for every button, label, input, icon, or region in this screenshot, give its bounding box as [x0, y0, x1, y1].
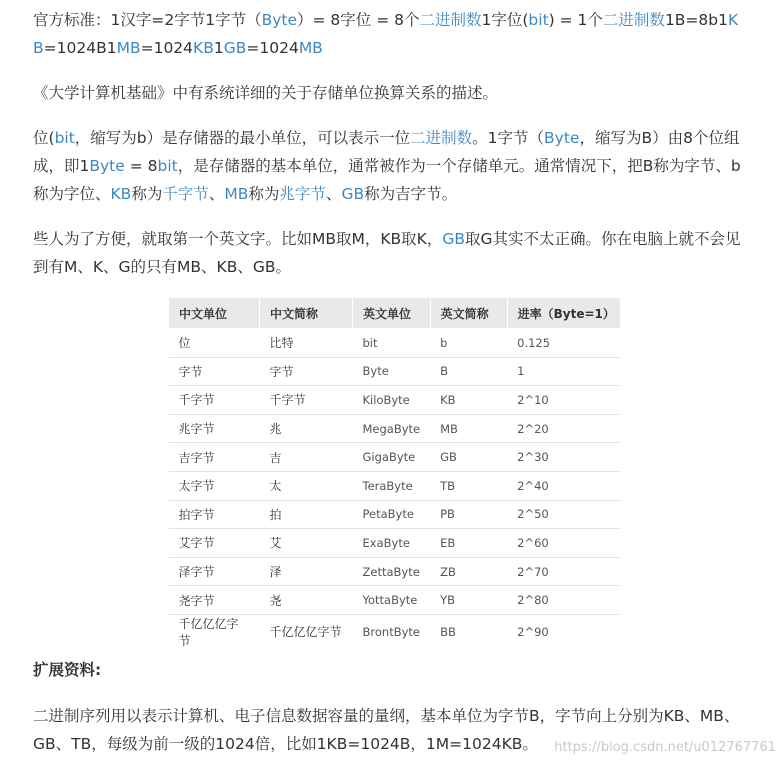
cell-rate: 1 — [507, 357, 620, 386]
cell-en-unit: BrontByte — [353, 614, 431, 649]
link-binary-number[interactable]: 二进制数 — [410, 129, 473, 147]
cell-en-short: ZB — [430, 557, 507, 586]
cell-rate: 2^10 — [507, 386, 620, 415]
link-binary-number[interactable]: 二进制数 — [419, 11, 482, 29]
link-megabyte[interactable]: 兆字节 — [279, 185, 326, 203]
cell-en-short: b — [430, 329, 507, 358]
cell-cn-unit: 尧字节 — [169, 586, 260, 615]
cell-en-unit: PetaByte — [353, 500, 431, 529]
link-gb[interactable]: GB — [442, 230, 466, 248]
cell-en-short: TB — [430, 471, 507, 500]
text-segment: ，缩写为b）是存储器的最小单位，可以表示一位 — [74, 129, 411, 147]
cell-rate: 2^80 — [507, 586, 620, 615]
text-segment: = 8 — [124, 157, 158, 175]
text-segment: =1024 — [140, 39, 194, 57]
cell-rate: 2^70 — [507, 557, 620, 586]
cell-en-unit: Byte — [353, 357, 431, 386]
cell-cn-unit: 千字节 — [169, 386, 260, 415]
table-row — [169, 586, 621, 615]
link-bit[interactable]: bit — [528, 11, 549, 29]
cell-cn-short: 比特 — [260, 329, 353, 358]
cell-rate: 2^50 — [507, 500, 620, 529]
cell-en-unit: MegaByte — [353, 414, 431, 443]
link-gb[interactable]: GB — [223, 39, 247, 57]
text-segment: 、 — [325, 185, 342, 203]
paragraph-abbreviations — [33, 225, 745, 281]
cell-rate: 2^60 — [507, 529, 620, 558]
link-mb[interactable]: MB — [224, 185, 249, 203]
header-cn-short: 中文简称 — [260, 298, 353, 329]
cell-en-short: MB — [430, 414, 507, 443]
text-segment: =1024B1 — [43, 39, 117, 57]
paragraph-book-reference: 《大学计算机基础》中有系统详细的关于存储单位换算关系的描述。 — [33, 84, 499, 102]
link-bit[interactable]: bit — [157, 157, 178, 175]
table-row — [169, 557, 621, 586]
cell-en-unit: ZettaByte — [353, 557, 431, 586]
table-header-row — [169, 298, 621, 329]
link-binary-number[interactable]: 二进制数 — [602, 11, 665, 29]
text-segment: =1024 — [246, 39, 299, 57]
link-mb[interactable]: MB — [298, 39, 323, 57]
cell-cn-unit: 太字节 — [169, 471, 260, 500]
text-segment: 1字位( — [481, 11, 529, 29]
cell-cn-short: 千字节 — [260, 386, 353, 415]
cell-cn-unit: 艾字节 — [169, 529, 260, 558]
csdn-watermark: https://blog.csdn.net/u012767761 — [554, 740, 776, 755]
text-segment: 位( — [33, 129, 55, 147]
cell-en-unit: ExaByte — [353, 529, 431, 558]
header-en-unit: 英文单位 — [353, 298, 431, 329]
table-row — [169, 414, 621, 443]
link-byte[interactable]: Byte — [544, 129, 580, 147]
cell-cn-short: 太 — [260, 471, 353, 500]
cell-cn-unit: 吉字节 — [169, 443, 260, 472]
cell-cn-short: 千亿亿亿字节 — [260, 614, 353, 649]
cell-rate: 2^20 — [507, 414, 620, 443]
link-byte[interactable]: Byte — [261, 11, 297, 29]
cell-rate: 0.125 — [507, 329, 620, 358]
storage-units-table — [168, 297, 621, 649]
cell-en-unit: bit — [353, 329, 431, 358]
text-segment: 、 — [208, 185, 225, 203]
text-segment: 官方标准：1汉字=2字节1字节（ — [33, 11, 262, 29]
text-segment: ，缩写为B）由8个位组成，即1 — [33, 129, 740, 175]
table-row — [169, 357, 621, 386]
table-row — [169, 614, 621, 649]
link-kb[interactable]: KB — [33, 11, 739, 57]
text-segment: ）= 8字位 = 8个 — [297, 11, 420, 29]
text-segment: 称为 — [248, 185, 280, 203]
cell-cn-unit: 泽字节 — [169, 557, 260, 586]
text-segment: 1 — [213, 39, 224, 57]
paragraph-binary-sequence: 二进制序列用以表示计算机、电子信息数据容量的量纲，基本单位为字节B，字节向上分别为KB、MB、GB、TB，每级为前一级的1024倍，比如1KB=1024B，1M=1024KB。 — [33, 707, 740, 753]
header-en-short: 英文简称 — [430, 298, 507, 329]
table-row — [169, 329, 621, 358]
paragraph-standard — [33, 6, 745, 62]
cell-cn-short: 拍 — [260, 500, 353, 529]
cell-cn-short: 字节 — [260, 357, 353, 386]
text-segment: ) = 1个 — [548, 11, 603, 29]
header-rate: 进率（Byte=1） — [507, 298, 620, 329]
cell-cn-short: 吉 — [260, 443, 353, 472]
text-segment: ，是存储器的基本单位，通常被作为一个存储单元。通常情况下，把B称为字节、b称为字位、 — [33, 157, 741, 203]
cell-cn-unit: 拍字节 — [169, 500, 260, 529]
link-kb[interactable]: KB — [193, 39, 214, 57]
table-row — [169, 471, 621, 500]
cell-cn-short: 尧 — [260, 586, 353, 615]
cell-en-short: YB — [430, 586, 507, 615]
paragraph-bit-byte — [33, 124, 745, 208]
link-bit[interactable]: bit — [54, 129, 75, 147]
cell-cn-unit: 千亿亿亿字节 — [169, 614, 260, 649]
cell-cn-short: 艾 — [260, 529, 353, 558]
cell-en-short: GB — [430, 443, 507, 472]
text-segment: 称为 — [131, 185, 163, 203]
cell-rate: 2^40 — [507, 471, 620, 500]
cell-en-short: EB — [430, 529, 507, 558]
extended-reading-heading: 扩展资料: — [33, 661, 102, 679]
cell-en-short: BB — [430, 614, 507, 649]
cell-en-short: PB — [430, 500, 507, 529]
text-segment: 取G其实不太正确。你在电脑上就不会见到有M、K、G的只有MB、KB、GB。 — [33, 230, 741, 276]
cell-en-unit: GigaByte — [353, 443, 431, 472]
cell-en-short: B — [430, 357, 507, 386]
table-row — [169, 500, 621, 529]
link-kb[interactable]: KB — [110, 185, 132, 203]
cell-rate: 2^90 — [507, 614, 620, 649]
cell-en-unit: YottaByte — [353, 586, 431, 615]
cell-cn-short: 兆 — [260, 414, 353, 443]
cell-en-unit: KiloByte — [353, 386, 431, 415]
cell-en-unit: TeraByte — [353, 471, 431, 500]
table-row — [169, 386, 621, 415]
cell-cn-unit: 字节 — [169, 357, 260, 386]
cell-en-short: KB — [430, 386, 507, 415]
cell-cn-unit: 兆字节 — [169, 414, 260, 443]
cell-cn-unit: 位 — [169, 329, 260, 358]
cell-cn-short: 泽 — [260, 557, 353, 586]
link-mb[interactable]: MB — [116, 39, 141, 57]
link-gb[interactable]: GB — [341, 185, 365, 203]
cell-rate: 2^30 — [507, 443, 620, 472]
link-kilobyte[interactable]: 千字节 — [162, 185, 209, 203]
text-segment: 1B=8b1 — [664, 11, 728, 29]
header-cn-unit: 中文单位 — [169, 298, 260, 329]
text-segment: 称为吉字节。 — [364, 185, 458, 203]
table-row — [169, 529, 621, 558]
text-segment: 些人为了方便，就取第一个英文字。比如MB取M，KB取K， — [33, 230, 443, 248]
text-segment: 。1字节（ — [472, 129, 545, 147]
link-byte[interactable]: Byte — [89, 157, 125, 175]
table-row — [169, 443, 621, 472]
